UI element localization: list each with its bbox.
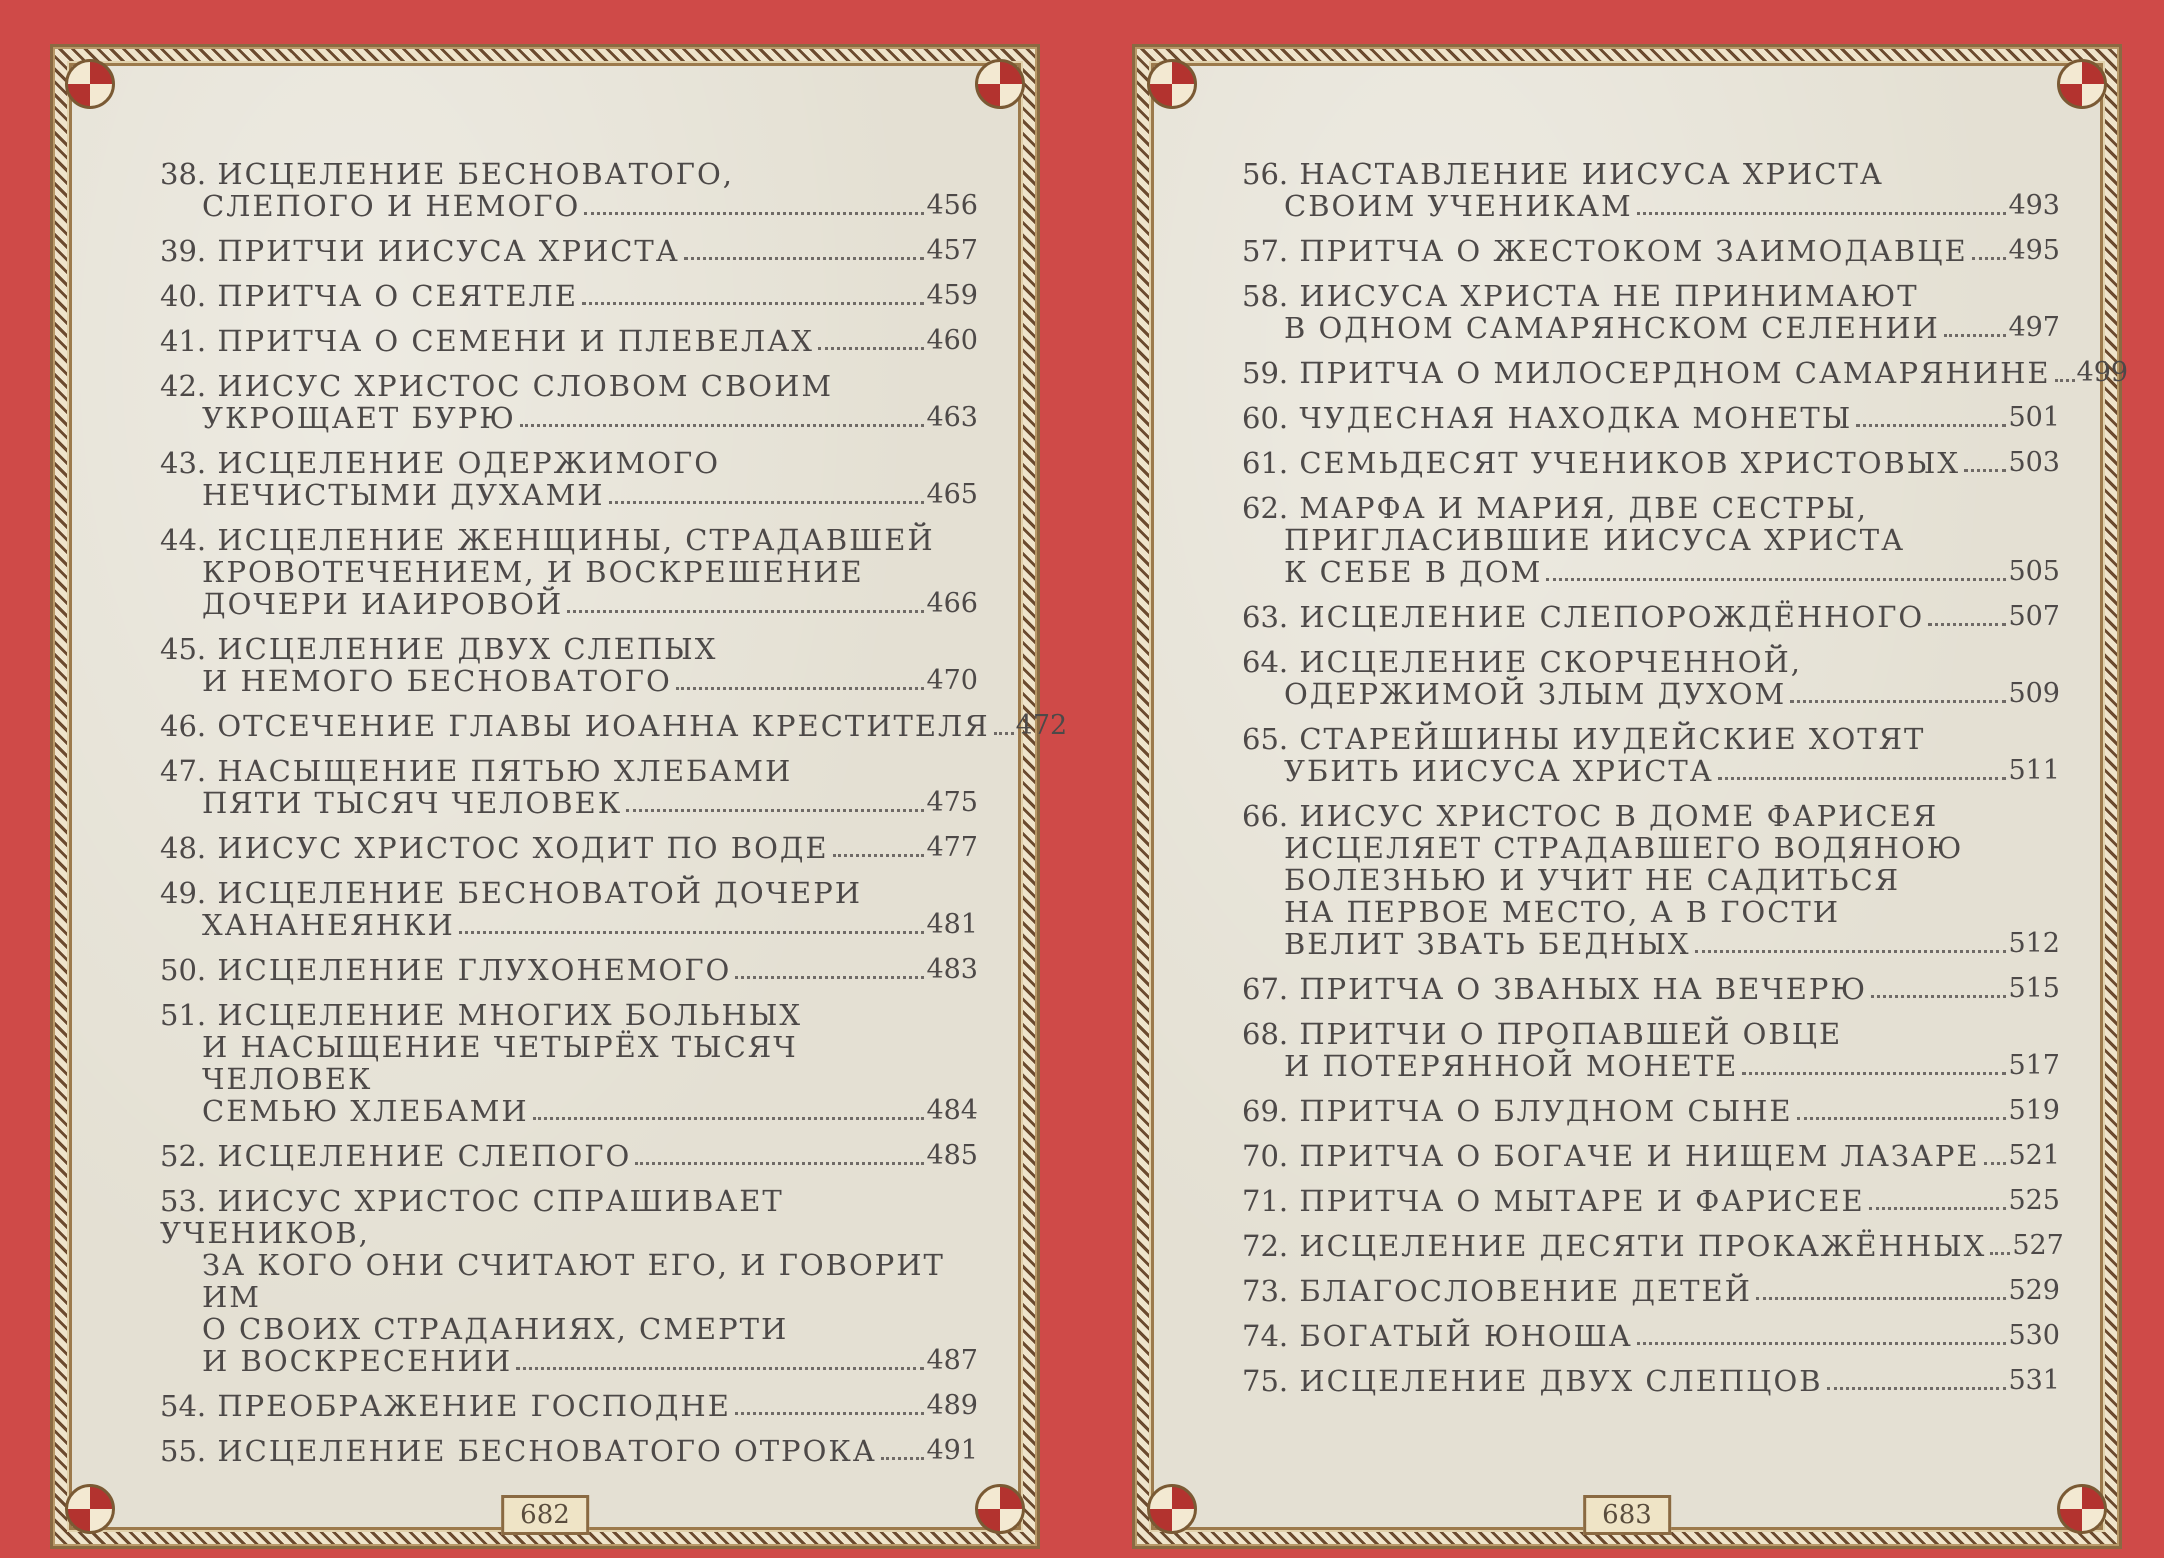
- toc-entry-number: 59.: [1242, 356, 1289, 390]
- toc-page-number: 460: [926, 325, 978, 356]
- toc-entry-title: СЕМЬДЕСЯТ УЧЕНИКОВ ХРИСТОВЫХ: [1299, 446, 1960, 480]
- toc-entry-title: НАСТАВЛЕНИЕ ИИСУСА ХРИСТА: [1299, 157, 1884, 191]
- toc-entry-line: [160, 1435, 978, 1467]
- toc-page-number: 472: [1015, 710, 1068, 741]
- toc-entry: [1242, 492, 2060, 588]
- toc-entry-number: 54.: [160, 1389, 207, 1423]
- dot-leader: [1637, 212, 2007, 215]
- toc-entry: [160, 235, 978, 267]
- toc-entry-line: [160, 235, 978, 267]
- dot-leader: [1869, 1207, 2007, 1210]
- toc-entry-number: 69.: [1242, 1094, 1289, 1128]
- dot-leader: [582, 302, 924, 305]
- toc-page-number: 491: [926, 1435, 978, 1466]
- dot-leader: [1742, 1072, 2006, 1075]
- toc-entry-title: ПРИТЧА О СЕМЕНИ И ПЛЕВЕЛАХ: [217, 324, 814, 358]
- toc-entry-title: ИИСУС ХРИСТОС В ДОМЕ ФАРИСЕЯ: [1299, 799, 1939, 833]
- toc-entry-line: [160, 755, 978, 787]
- toc-entry: [1242, 1018, 2060, 1082]
- toc-page-number: 481: [926, 909, 978, 940]
- toc-entry-title: ДОЧЕРИ ИАИРОВОЙ: [202, 587, 564, 621]
- toc-page-number: 459: [926, 280, 978, 311]
- toc-entry-line: [1242, 1185, 2060, 1217]
- toc-entry: [1242, 1320, 2060, 1352]
- toc-entry: [160, 954, 978, 986]
- toc-entry-line: [160, 633, 978, 665]
- dot-leader: [735, 976, 924, 979]
- toc-entry: [160, 1140, 978, 1172]
- dot-leader: [533, 1117, 925, 1120]
- toc-entry-line: [1242, 864, 2060, 896]
- toc-entry-title: ИСЦЕЛЕНИЕ БЕСНОВАТОЙ ДОЧЕРИ: [217, 876, 862, 910]
- toc-entry-title: ИИСУС ХРИСТОС СПРАШИВАЕТ УЧЕНИКОВ,: [160, 1184, 784, 1250]
- toc-entry-title: ИСЦЕЛЕНИЕ МНОГИХ БОЛЬНЫХ: [217, 998, 803, 1032]
- toc-entry-title: ИСЦЕЛЕНИЕ СЛЕПОГО: [217, 1139, 632, 1173]
- toc-entry: [1242, 447, 2060, 479]
- toc-page-number: 485: [926, 1140, 978, 1171]
- toc-entry-line: [1242, 678, 2060, 710]
- toc-page-number: 521: [2008, 1140, 2060, 1171]
- toc-entry: [1242, 723, 2060, 787]
- toc-entry-line: [160, 402, 978, 434]
- toc-entry: [160, 832, 978, 864]
- toc-entry-title: СВОИМ УЧЕНИКАМ: [1284, 189, 1633, 223]
- toc-page-number: 509: [2008, 678, 2060, 709]
- toc-entry: [160, 1390, 978, 1422]
- dot-leader: [2055, 379, 2075, 382]
- toc-entry-line: [1242, 928, 2060, 960]
- toc-entry: [1242, 1185, 2060, 1217]
- toc-entry-line: [1242, 190, 2060, 222]
- toc-page-number: 463: [926, 402, 978, 433]
- toc-page-number: 487: [926, 1345, 978, 1376]
- toc-entry-title: ИСЦЕЛЕНИЕ ДВУХ СЛЕПЫХ: [217, 632, 718, 666]
- toc-entry: [1242, 235, 2060, 267]
- toc-entry-line: [160, 665, 978, 697]
- toc-entry-number: 39.: [160, 234, 207, 268]
- toc-entry-title: КРОВОТЕЧЕНИЕМ, И ВОСКРЕШЕНИЕ: [202, 555, 864, 589]
- toc-entry: [160, 447, 978, 511]
- toc-page-number: 501: [2008, 402, 2060, 433]
- right-page-content: [1151, 63, 2129, 1530]
- toc-entry-line: [160, 709, 1068, 743]
- toc-entry-title: НА ПЕРВОЕ МЕСТО, А В ГОСТИ: [1284, 895, 1841, 929]
- toc-entry-number: 57.: [1242, 234, 1289, 268]
- toc-entry-line: [1242, 1095, 2060, 1127]
- toc-entry-title: ПРИГЛАСИВШИЕ ИИСУСА ХРИСТА: [1284, 523, 1906, 557]
- toc-entry-line: [1242, 524, 2060, 556]
- toc-entry: [160, 280, 978, 312]
- dot-leader: [994, 732, 1014, 735]
- dot-leader: [567, 610, 924, 613]
- toc-entry: [1242, 280, 2060, 344]
- right-page: [1132, 44, 2129, 1549]
- toc-entry-title: К СЕБЕ В ДОМ: [1284, 555, 1543, 589]
- toc-entry-line: [160, 325, 978, 357]
- toc-entry-line: [160, 479, 978, 511]
- toc-page-number: 505: [2008, 556, 2060, 587]
- toc-page-number: 515: [2008, 973, 2060, 1004]
- toc-entry-line: [1242, 312, 2060, 344]
- toc-entry-line: [160, 1031, 978, 1095]
- toc-entry-number: 52.: [160, 1139, 207, 1173]
- toc-entry: [1242, 1229, 2064, 1263]
- toc-page-number: 457: [926, 235, 978, 266]
- toc-entry-number: 61.: [1242, 446, 1289, 480]
- toc-entry-title: ПРИТЧИ ИИСУСА ХРИСТА: [217, 234, 680, 268]
- toc-page-number: 477: [926, 832, 978, 863]
- toc-entry-title: УБИТЬ ИИСУСА ХРИСТА: [1284, 754, 1714, 788]
- toc-entry: [1242, 356, 2129, 390]
- toc-entry: [160, 370, 978, 434]
- toc-entry-line: [160, 787, 978, 819]
- toc-entry-title: ПРИТЧИ О ПРОПАВШЕЙ ОВЦЕ: [1299, 1017, 1843, 1051]
- ornament-corner-icon: [65, 59, 115, 109]
- toc-entry: [160, 999, 978, 1127]
- toc-entry-line: [160, 877, 978, 909]
- toc-entry-title: ИСЦЕЛЕНИЕ СКОРЧЕННОЙ,: [1299, 645, 1802, 679]
- ornament-corner-icon: [65, 1484, 115, 1534]
- toc-entry-number: 49.: [160, 876, 207, 910]
- toc-entry-line: [1242, 280, 2060, 312]
- toc-entry-title: СТАРЕЙШИНЫ ИУДЕЙСКИЕ ХОТЯТ: [1299, 722, 1926, 756]
- dot-leader: [520, 424, 925, 427]
- toc-entry: [160, 877, 978, 941]
- toc-entry-number: 63.: [1242, 600, 1289, 634]
- toc-entry-title: ПРИТЧА О БЛУДНОМ СЫНЕ: [1299, 1094, 1793, 1128]
- toc-entry-line: [160, 370, 978, 402]
- toc-entry-title: ПРИТЧА О ЗВАНЫХ НА ВЕЧЕРЮ: [1299, 972, 1868, 1006]
- toc-entry-number: 75.: [1242, 1364, 1289, 1398]
- toc-page-number: 499: [2076, 357, 2129, 388]
- toc-entry-line: [160, 1345, 978, 1377]
- toc-entry: [160, 158, 978, 222]
- dot-leader: [459, 931, 925, 934]
- toc-entry-number: 40.: [160, 279, 207, 313]
- toc-entry: [1242, 158, 2060, 222]
- table-of-contents-left: [160, 157, 1068, 1468]
- toc-entry-title: ВЕЛИТ ЗВАТЬ БЕДНЫХ: [1284, 927, 1691, 961]
- toc-entry-number: 48.: [160, 831, 207, 865]
- toc-entry-number: 56.: [1242, 157, 1289, 191]
- toc-entry-line: [1242, 832, 2060, 864]
- toc-entry: [160, 524, 978, 620]
- toc-entry-number: 43.: [160, 446, 207, 480]
- toc-page-number: 456: [926, 190, 978, 221]
- toc-entry-line: [160, 280, 978, 312]
- toc-entry-line: [160, 1140, 978, 1172]
- toc-entry-line: [1242, 755, 2060, 787]
- toc-entry-title: ИИСУС ХРИСТОС СЛОВОМ СВОИМ: [217, 369, 834, 403]
- toc-entry-line: [1242, 1320, 2060, 1352]
- toc-entry: [160, 755, 978, 819]
- toc-entry-line: [1242, 1365, 2060, 1397]
- dot-leader: [1827, 1387, 2007, 1390]
- toc-entry-title: ЧУДЕСНАЯ НАХОДКА МОНЕТЫ: [1299, 401, 1853, 435]
- toc-entry-line: [1242, 1275, 2060, 1307]
- toc-page-number: 527: [2012, 1230, 2064, 1261]
- toc-entry-title: СЛЕПОГО И НЕМОГО: [202, 189, 581, 223]
- toc-entry-number: 58.: [1242, 279, 1289, 313]
- ornament-corner-icon: [975, 1484, 1025, 1534]
- toc-entry-title: ИСЦЕЛЕНИЕ СЛЕПОРОЖДЁННОГО: [1299, 600, 1925, 634]
- toc-page-number: 497: [2008, 312, 2060, 343]
- toc-entry-number: 67.: [1242, 972, 1289, 1006]
- dot-leader: [1964, 469, 2006, 472]
- toc-entry-title: ПРЕОБРАЖЕНИЕ ГОСПОДНЕ: [217, 1389, 731, 1423]
- toc-entry-number: 65.: [1242, 722, 1289, 756]
- toc-entry-title: И НАСЫЩЕНИЕ ЧЕТЫРЁХ ТЫСЯЧ ЧЕЛОВЕК: [202, 1030, 798, 1096]
- toc-entry-title: ИСЦЕЛЯЕТ СТРАДАВШЕГО ВОДЯНОЮ: [1284, 831, 1964, 865]
- dot-leader: [684, 257, 925, 260]
- dot-leader: [1928, 623, 2006, 626]
- toc-entry-line: [1242, 896, 2060, 928]
- toc-entry: [160, 709, 1068, 743]
- dot-leader: [833, 854, 925, 857]
- toc-entry-number: 38.: [160, 157, 207, 191]
- dot-leader: [1546, 578, 2006, 581]
- toc-entry-title: ПРИТЧА О МЫТАРЕ И ФАРИСЕЕ: [1299, 1184, 1865, 1218]
- toc-entry-line: [1242, 556, 2060, 588]
- toc-entry-number: 62.: [1242, 491, 1289, 525]
- toc-entry-number: 70.: [1242, 1139, 1289, 1173]
- toc-entry-number: 50.: [160, 953, 207, 987]
- toc-entry-number: 68.: [1242, 1017, 1289, 1051]
- ornament-corner-icon: [2057, 1484, 2107, 1534]
- left-page: [50, 44, 1068, 1549]
- toc-entry-title: ПРИТЧА О МИЛОСЕРДНОМ САМАРЯНИНЕ: [1299, 356, 2051, 390]
- toc-entry-line: [160, 524, 978, 556]
- dot-leader: [1637, 1342, 2007, 1345]
- toc-entry: [1242, 800, 2060, 960]
- dot-leader: [1797, 1117, 2007, 1120]
- toc-entry-title: ПРИТЧА О БОГАЧЕ И НИЩЕМ ЛАЗАРЕ: [1299, 1139, 1980, 1173]
- toc-entry: [1242, 973, 2060, 1005]
- toc-entry: [160, 633, 978, 697]
- page-number-left: 682: [501, 1495, 589, 1535]
- toc-entry: [1242, 1140, 2060, 1172]
- toc-entry-title: БЛАГОСЛОВЕНИЕ ДЕТЕЙ: [1299, 1274, 1752, 1308]
- toc-entry-number: 42.: [160, 369, 207, 403]
- toc-page-number: 470: [926, 665, 978, 696]
- toc-entry-number: 46.: [160, 709, 207, 743]
- toc-page-number: 525: [2008, 1185, 2060, 1216]
- dot-leader: [818, 347, 925, 350]
- toc-entry-title: ИСЦЕЛЕНИЕ ДЕСЯТИ ПРОКАЖЁННЫХ: [1299, 1229, 1987, 1263]
- toc-page-number: 530: [2008, 1320, 2060, 1351]
- dot-leader: [516, 1367, 924, 1370]
- toc-entry-number: 60.: [1242, 401, 1289, 435]
- toc-entry-title: О СВОИХ СТРАДАНИЯХ, СМЕРТИ: [202, 1312, 789, 1346]
- page-number-right: 683: [1583, 1495, 1671, 1535]
- toc-entry-title: ПРИТЧА О СЕЯТЕЛЕ: [217, 279, 579, 313]
- toc-entry-line: [1242, 601, 2060, 633]
- toc-entry-title: ИСЦЕЛЕНИЕ БЕСНОВАТОГО ОТРОКА: [217, 1434, 877, 1468]
- toc-entry-number: 66.: [1242, 799, 1289, 833]
- dot-leader: [1984, 1162, 2007, 1165]
- toc-entry-number: 64.: [1242, 645, 1289, 679]
- toc-entry-line: [1242, 723, 2060, 755]
- toc-entry-title: УКРОЩАЕТ БУРЮ: [202, 401, 516, 435]
- toc-page-number: 495: [2008, 235, 2060, 266]
- toc-entry-line: [160, 190, 978, 222]
- toc-page-number: 531: [2008, 1365, 2060, 1396]
- toc-entry-line: [160, 158, 978, 190]
- toc-page-number: 517: [2008, 1050, 2060, 1081]
- dot-leader: [1718, 777, 2007, 780]
- toc-entry-title: И ПОТЕРЯННОЙ МОНЕТЕ: [1284, 1049, 1739, 1083]
- toc-entry-title: ХАНАНЕЯНКИ: [202, 908, 455, 942]
- toc-page-number: 483: [926, 954, 978, 985]
- toc-entry-line: [1242, 800, 2060, 832]
- dot-leader: [1944, 334, 2007, 337]
- toc-page-number: 511: [2008, 755, 2060, 786]
- toc-entry-line: [160, 1313, 978, 1345]
- toc-entry: [1242, 601, 2060, 633]
- toc-page-number: 503: [2008, 447, 2060, 478]
- toc-entry-line: [1242, 1140, 2060, 1172]
- toc-entry-title: МАРФА И МАРИЯ, ДВЕ СЕСТРЫ,: [1299, 491, 1869, 525]
- toc-entry-line: [160, 588, 978, 620]
- toc-entry-line: [160, 1390, 978, 1422]
- dot-leader: [1756, 1297, 2007, 1300]
- toc-entry-line: [1242, 492, 2060, 524]
- ornament-corner-icon: [2057, 59, 2107, 109]
- toc-entry: [1242, 1095, 2060, 1127]
- toc-entry-number: 53.: [160, 1184, 207, 1218]
- toc-entry-line: [160, 832, 978, 864]
- toc-entry: [160, 325, 978, 357]
- toc-entry-number: 71.: [1242, 1184, 1289, 1218]
- toc-page-number: 465: [926, 479, 978, 510]
- toc-entry-title: НАСЫЩЕНИЕ ПЯТЬЮ ХЛЕБАМИ: [217, 754, 793, 788]
- dot-leader: [1695, 950, 2007, 953]
- toc-entry-number: 45.: [160, 632, 207, 666]
- toc-entry-line: [160, 999, 978, 1031]
- dot-leader: [1990, 1252, 2010, 1255]
- toc-entry-title: И ВОСКРЕСЕНИИ: [202, 1344, 513, 1378]
- toc-entry: [1242, 1275, 2060, 1307]
- toc-entry-line: [1242, 158, 2060, 190]
- toc-entry-line: [1242, 973, 2060, 1005]
- dot-leader: [1856, 424, 2006, 427]
- toc-entry-title: НЕЧИСТЫМИ ДУХАМИ: [202, 478, 605, 512]
- toc-entry: [160, 1185, 978, 1377]
- toc-entry-number: 74.: [1242, 1319, 1289, 1353]
- toc-entry-line: [1242, 646, 2060, 678]
- toc-page-number: 489: [926, 1390, 978, 1421]
- toc-entry-title: БОГАТЫЙ ЮНОША: [1299, 1319, 1633, 1353]
- toc-entry-title: ИСЦЕЛЕНИЕ ЖЕНЩИНЫ, СТРАДАВШЕЙ: [217, 523, 935, 557]
- toc-entry-number: 41.: [160, 324, 207, 358]
- toc-page-number: 512: [2008, 928, 2060, 959]
- toc-page-number: 493: [2008, 190, 2060, 221]
- toc-entry-line: [1242, 1018, 2060, 1050]
- toc-page-number: 475: [926, 787, 978, 818]
- toc-entry-title: В ОДНОМ САМАРЯНСКОМ СЕЛЕНИИ: [1284, 311, 1940, 345]
- toc-page-number: 484: [926, 1095, 978, 1126]
- toc-entry-title: ПЯТИ ТЫСЯЧ ЧЕЛОВЕК: [202, 786, 623, 820]
- toc-entry-line: [160, 447, 978, 479]
- toc-entry-number: 73.: [1242, 1274, 1289, 1308]
- toc-page-number: 519: [2008, 1095, 2060, 1126]
- toc-entry-line: [1242, 402, 2060, 434]
- dot-leader: [676, 687, 925, 690]
- ornament-corner-icon: [975, 59, 1025, 109]
- toc-entry-title: ОДЕРЖИМОЙ ЗЛЫМ ДУХОМ: [1284, 677, 1787, 711]
- ornament-corner-icon: [1147, 59, 1197, 109]
- toc-entry-title: ИСЦЕЛЕНИЕ БЕСНОВАТОГО,: [217, 157, 734, 191]
- toc-entry-number: 47.: [160, 754, 207, 788]
- left-page-content: [69, 63, 1068, 1530]
- dot-leader: [626, 809, 924, 812]
- toc-entry-number: 55.: [160, 1434, 207, 1468]
- toc-entry-title: ИИСУС ХРИСТОС ХОДИТ ПО ВОДЕ: [217, 831, 829, 865]
- toc-entry-title: СЕМЬЮ ХЛЕБАМИ: [202, 1094, 529, 1128]
- toc-entry-line: [160, 1249, 978, 1313]
- toc-entry-title: БОЛЕЗНЬЮ И УЧИТ НЕ САДИТЬСЯ: [1284, 863, 1901, 897]
- toc-page-number: 529: [2008, 1275, 2060, 1306]
- toc-entry: [160, 1435, 978, 1467]
- toc-entry-title: И НЕМОГО БЕСНОВАТОГО: [202, 664, 672, 698]
- dot-leader: [881, 1457, 925, 1460]
- toc-entry-line: [160, 1095, 978, 1127]
- toc-entry-line: [1242, 447, 2060, 479]
- dot-leader: [1871, 995, 2006, 998]
- toc-entry-title: ПРИТЧА О ЖЕСТОКОМ ЗАИМОДАВЦЕ: [1299, 234, 1968, 268]
- toc-page-number: 507: [2008, 601, 2060, 632]
- toc-entry-line: [160, 909, 978, 941]
- dot-leader: [1972, 257, 2007, 260]
- toc-entry-title: ОТСЕЧЕНИЕ ГЛАВЫ ИОАННА КРЕСТИТЕЛЯ: [217, 709, 990, 743]
- dot-leader: [735, 1412, 925, 1415]
- toc-entry-line: [160, 1185, 978, 1249]
- dot-leader: [635, 1162, 924, 1165]
- toc-entry-line: [1242, 356, 2129, 390]
- dot-leader: [584, 212, 924, 215]
- toc-page-number: 466: [926, 588, 978, 619]
- toc-entry-line: [160, 556, 978, 588]
- toc-entry-number: 44.: [160, 523, 207, 557]
- table-of-contents-right: [1242, 157, 2129, 1398]
- toc-entry: [1242, 402, 2060, 434]
- ornament-corner-icon: [1147, 1484, 1197, 1534]
- toc-entry-title: ИИСУСА ХРИСТА НЕ ПРИНИМАЮТ: [1299, 279, 1919, 313]
- toc-entry-line: [160, 954, 978, 986]
- toc-entry-title: ЗА КОГО ОНИ СЧИТАЮТ ЕГО, И ГОВОРИТ ИМ: [202, 1248, 945, 1314]
- dot-leader: [609, 501, 925, 504]
- toc-entry-line: [1242, 235, 2060, 267]
- toc-entry-line: [1242, 1229, 2064, 1263]
- toc-entry: [1242, 1365, 2060, 1397]
- toc-entry-title: ИСЦЕЛЕНИЕ ОДЕРЖИМОГО: [217, 446, 720, 480]
- toc-entry-title: ИСЦЕЛЕНИЕ ДВУХ СЛЕПЦОВ: [1299, 1364, 1823, 1398]
- toc-entry-number: 51.: [160, 998, 207, 1032]
- toc-entry-title: ИСЦЕЛЕНИЕ ГЛУХОНЕМОГО: [217, 953, 732, 987]
- toc-entry-line: [1242, 1050, 2060, 1082]
- toc-entry: [1242, 646, 2060, 710]
- toc-entry-number: 72.: [1242, 1229, 1289, 1263]
- dot-leader: [1790, 700, 2006, 703]
